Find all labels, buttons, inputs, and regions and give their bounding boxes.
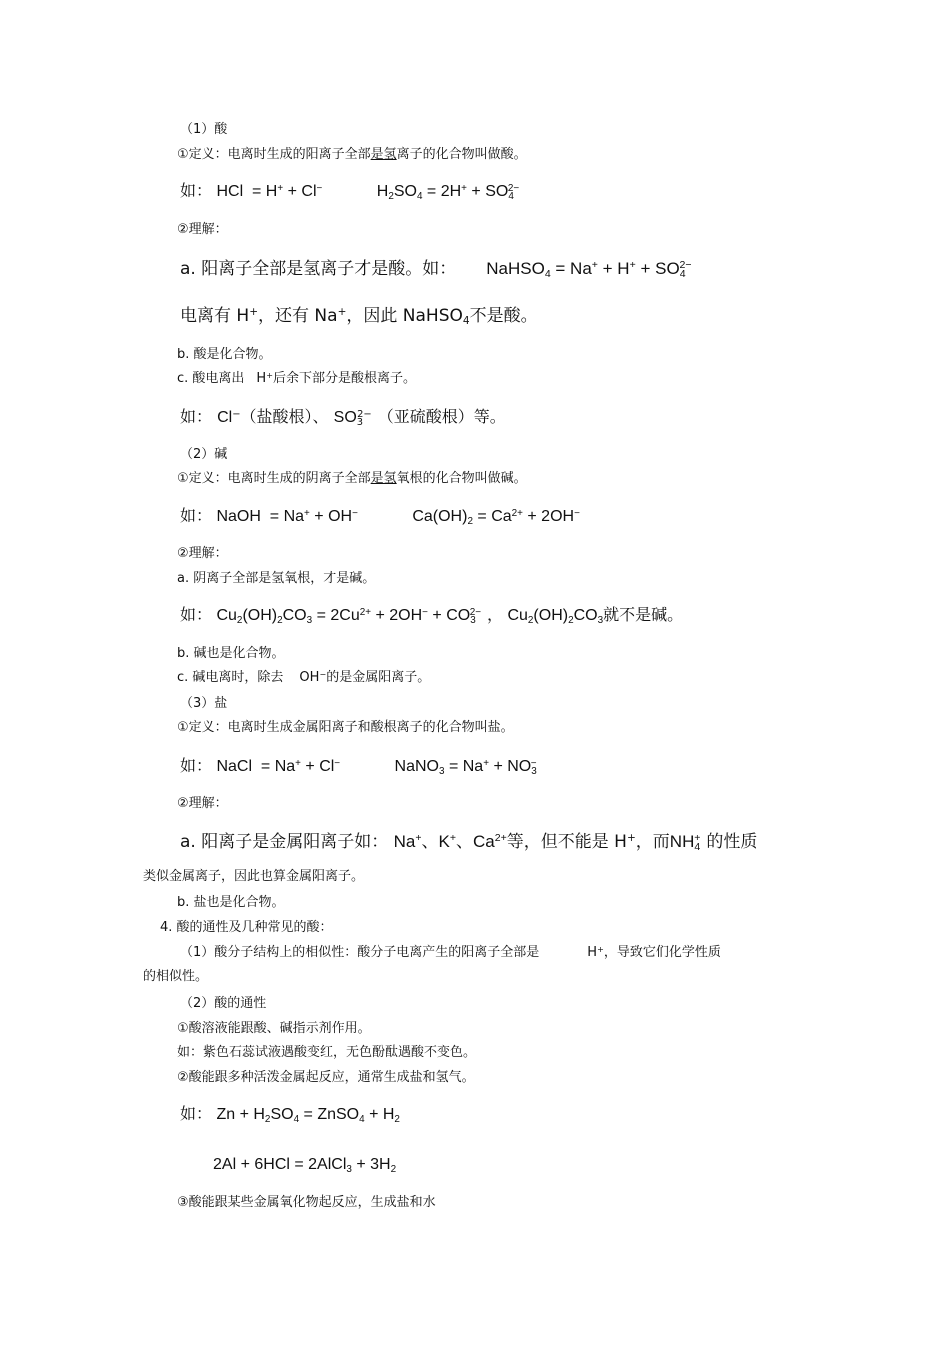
base-point-c: c. 碱电离时，除去 OH−的是金属阳离子。 — [177, 669, 431, 685]
acid-heading: （1）酸 — [180, 122, 228, 137]
base-example-equations: 如： NaOH = Na+ + OH− $Ca(OH)_2 = Ca^{2+} + 2OH^-$ — [180, 507, 580, 527]
base-point-b: b. 碱也是化合物。 — [177, 646, 285, 661]
salt-point-a: a. 阳离子是金属阳离子如： Na+、K+、$Ca^{2+}$等，但不能是 H+，而$NH_4^+$ 的性质 — [180, 832, 758, 854]
acid-property-1: ①酸溶液能跟酸、碱指示剂作用。 — [177, 1021, 371, 1036]
salt-example-equations: 如： NaCl = Na+ + Cl− NaNO$_3$ = $Na^+ + NO_3^-$ — [180, 757, 537, 777]
salt-definition: ①定义：电离时生成金属阳离子和酸根离子的化合物叫盐。 — [177, 720, 514, 735]
base-point-a: a. 阴离子全部是氢氧根，才是碱。 — [177, 571, 376, 586]
base-understanding: ②理解： — [177, 546, 228, 561]
acid-metal-reaction-2: 2Al + 6HCl = 2AlCl$_3$ + $3H_2$ — [213, 1156, 397, 1175]
acid-structure-similarity-continued: 的相似性。 — [143, 969, 209, 984]
common-acids-heading: 4. 酸的通性及几种常见的酸： — [160, 920, 333, 935]
base-counter-example: 如： $Cu_2(OH)_2CO_3 = 2Cu^{2+} + 2OH^- + CO_3^{2-}$ ， $Cu_2(OH)_2CO_3$就不是碱。 — [180, 606, 684, 626]
salt-point-a-continued: 类似金属离子，因此也算金属阳离子。 — [143, 869, 365, 884]
acid-point-a-continued: 电离有 H+，还有 Na+，因此 NaHSO$_4$不是酸。 — [180, 306, 538, 328]
acid-definition: ①定义：电离时生成的阳离子全部是氢离子的化合物叫做酸。 — [177, 147, 527, 162]
acid-property-2: ②酸能跟多种活泼金属起反应，通常生成盐和氢气。 — [177, 1070, 475, 1085]
base-heading: （2）碱 — [180, 447, 228, 462]
acid-point-b: b. 酸是化合物。 — [177, 347, 272, 362]
acid-metal-reaction-1: 如： $Zn + H_2SO_4$ = ZnSO$_4$ + $H_2$ — [180, 1106, 400, 1125]
salt-understanding: ②理解： — [177, 796, 228, 811]
acid-property-1-example: 如：紫色石蕊试液遇酸变红，无色酚酞遇酸不变色。 — [177, 1045, 477, 1060]
acid-example-equations: 如： HCl = H+ + Cl− $H_2SO_4 = 2H^+ + SO_4^{2-}$ — [180, 182, 520, 202]
acid-general-properties-heading: （2）酸的通性 — [180, 996, 267, 1011]
acid-property-3: ③酸能跟某些金属氧化物起反应，生成盐和水 — [177, 1195, 436, 1210]
acid-understanding: ②理解： — [177, 222, 228, 237]
acid-point-c: c. 酸电离出 H+后余下部分是酸根离子。 — [177, 370, 416, 386]
acid-radical-examples: 如： Cl−（盐酸根）、 $SO_3^{2-}$ （亚硫酸根）等。 — [180, 407, 506, 428]
salt-point-b: b. 盐也是化合物。 — [177, 895, 285, 910]
acid-structure-similarity: （1）酸分子结构上的相似性：酸分子电离产生的阳离子全部是 H+，导致它们化学性质 — [180, 944, 721, 960]
base-definition: ①定义：电离时生成的阴离子全部是氢氧根的化合物叫做碱。 — [177, 471, 527, 486]
salt-heading: （3）盐 — [180, 696, 228, 711]
acid-point-a: a. 阳离子全部是氢离子才是酸。如： NaHSO$_4$ = $Na^+ + H^+ + SO_4^{2-}$ — [180, 259, 692, 281]
